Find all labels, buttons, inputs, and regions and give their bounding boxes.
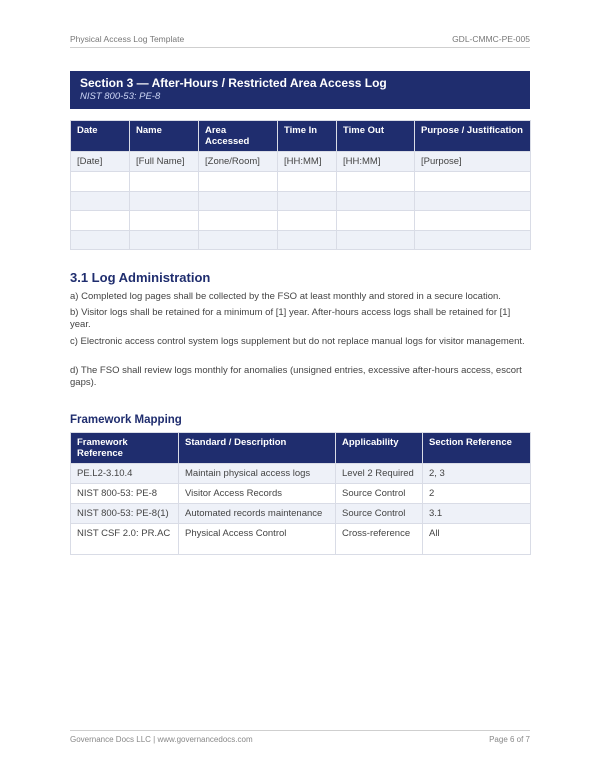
table-cell (199, 230, 278, 250)
section-subtitle: NIST 800-53: PE-8 (80, 91, 161, 102)
framework-mapping-heading: Framework Mapping (70, 414, 182, 426)
table-cell: Visitor Access Records (179, 484, 336, 504)
table-row (71, 191, 531, 211)
table-cell (278, 211, 337, 231)
table-cell (71, 172, 130, 192)
access-log-table (70, 120, 531, 250)
table-cell: [HH:MM] (337, 152, 415, 172)
table-cell (71, 211, 130, 231)
table-cell: [Zone/Room] (199, 152, 278, 172)
table-cell: [Date] (71, 152, 130, 172)
table-row (71, 464, 531, 484)
table-cell: Maintain physical access logs (179, 464, 336, 484)
table-cell (337, 191, 415, 211)
column-header-name: Name (130, 121, 199, 152)
table-cell (199, 211, 278, 231)
table-cell (415, 191, 531, 211)
table-row (71, 172, 531, 192)
table-row (71, 484, 531, 504)
table-cell: Automated records maintenance (179, 504, 336, 524)
table-cell (415, 230, 531, 250)
table-cell (71, 191, 130, 211)
table-header-row (71, 433, 531, 464)
log-admin-item-c: c) Electronic access control system logs supplement but do not replace manual logs for visitor management. (70, 336, 525, 347)
table-cell (130, 211, 199, 231)
table-cell (199, 191, 278, 211)
column-header-time-out: Time Out (337, 121, 415, 152)
table-cell: NIST 800-53: PE-8 (71, 484, 179, 504)
column-header-date: Date (71, 121, 130, 152)
table-cell (337, 172, 415, 192)
column-header-applicability: Applicability (336, 433, 423, 464)
table-row (71, 211, 531, 231)
log-admin-item-d: d) The FSO shall review logs monthly for anomalies (unsigned entries, excessive after-hours access, escort gaps). (70, 365, 522, 388)
page-number: Page 6 of 7 (489, 735, 530, 744)
table-cell: [Full Name] (130, 152, 199, 172)
table-cell (278, 172, 337, 192)
column-header-time-in: Time In (278, 121, 337, 152)
framework-mapping-table (70, 432, 531, 555)
table-row (71, 504, 531, 524)
log-admin-item-b: b) Visitor logs shall be retained for a minimum of [1] year. After-hours access logs shall be retained for [1] year. (70, 307, 511, 330)
table-cell: Source Control (336, 484, 423, 504)
table-cell: Source Control (336, 504, 423, 524)
table-cell (278, 230, 337, 250)
column-header-area: Area Accessed (199, 121, 278, 152)
page-header (70, 34, 530, 48)
table-cell: 2, 3 (423, 464, 531, 484)
document-title: Physical Access Log Template (70, 34, 185, 44)
table-cell (71, 230, 130, 250)
table-cell: 2 (423, 484, 531, 504)
table-cell (337, 211, 415, 231)
table-row (71, 230, 531, 250)
column-header-section-reference: Section Reference (423, 433, 531, 464)
table-cell: Level 2 Required (336, 464, 423, 484)
column-header-framework-reference: Framework Reference (71, 433, 179, 464)
section-banner (70, 71, 530, 109)
table-row (71, 524, 531, 555)
table-cell (415, 211, 531, 231)
table-cell: All (423, 524, 531, 555)
table-cell: NIST 800-53: PE-8(1) (71, 504, 179, 524)
table-row (71, 152, 531, 172)
table-cell: NIST CSF 2.0: PR.AC (71, 524, 179, 555)
table-header-row (71, 121, 531, 152)
table-cell: [HH:MM] (278, 152, 337, 172)
table-cell (130, 172, 199, 192)
table-cell (337, 230, 415, 250)
table-cell (130, 230, 199, 250)
table-cell (278, 191, 337, 211)
table-cell: PE.L2-3.10.4 (71, 464, 179, 484)
table-cell: Physical Access Control (179, 524, 336, 555)
table-cell: Cross-reference (336, 524, 423, 555)
page-footer (70, 730, 530, 744)
table-cell (130, 191, 199, 211)
log-administration-heading: 3.1 Log Administration (70, 270, 211, 285)
table-cell (415, 172, 531, 192)
column-header-purpose: Purpose / Justification (415, 121, 531, 152)
log-admin-item-a: a) Completed log pages shall be collected by the FSO at least monthly and stored in a secure location. (70, 291, 501, 302)
footer-company: Governance Docs LLC | www.governancedocs.com (70, 735, 253, 744)
section-title: Section 3 — After-Hours / Restricted Area Access Log (80, 76, 387, 90)
table-cell (199, 172, 278, 192)
column-header-standard: Standard / Description (179, 433, 336, 464)
table-cell: [Purpose] (415, 152, 531, 172)
table-cell: 3.1 (423, 504, 531, 524)
document-id: GDL-CMMC-PE-005 (452, 34, 530, 44)
